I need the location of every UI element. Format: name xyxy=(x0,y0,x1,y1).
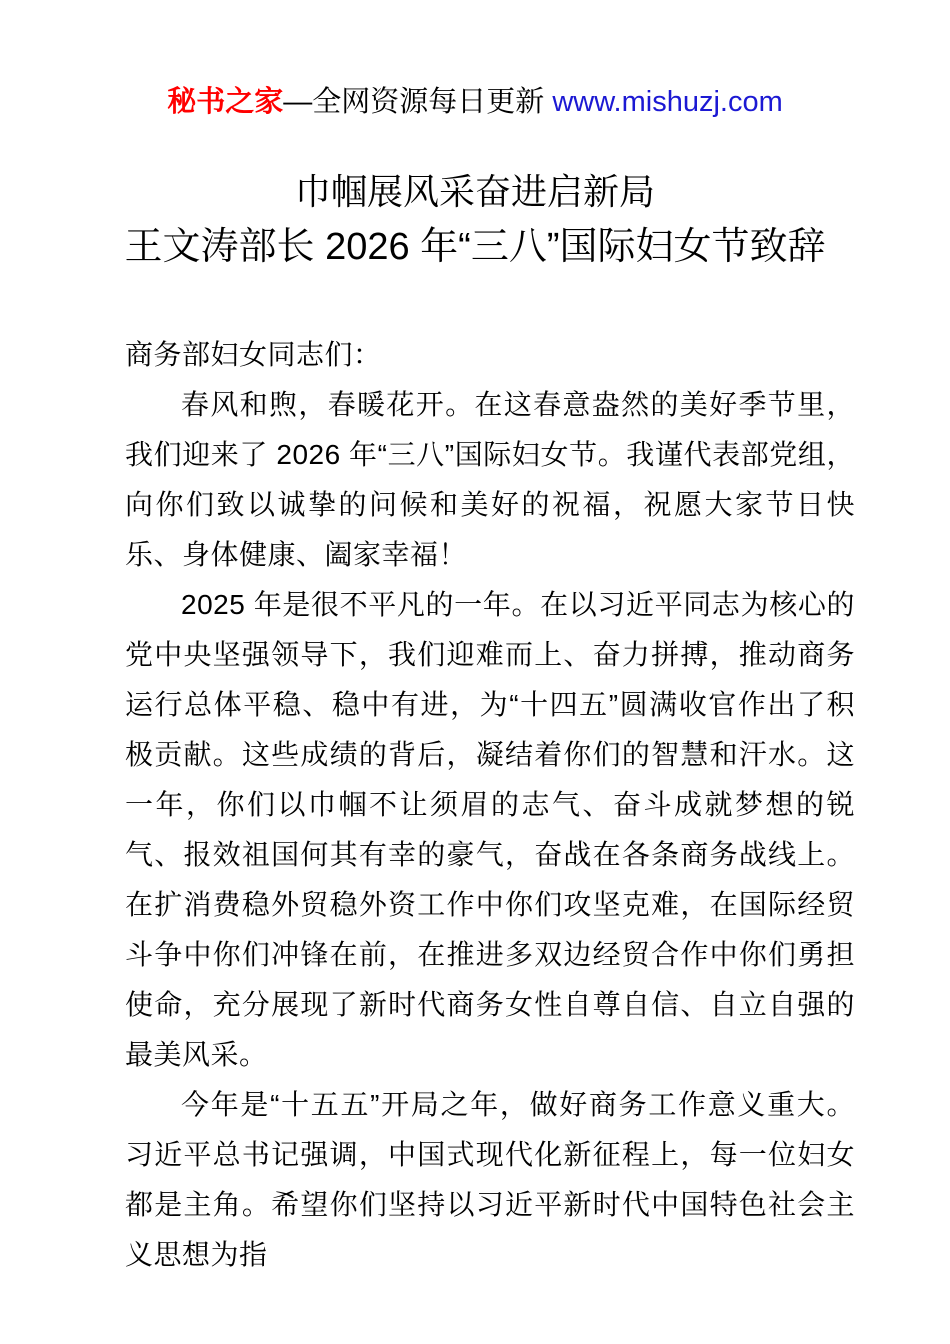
document-body xyxy=(125,330,855,1280)
paragraphs xyxy=(125,380,855,1280)
document-title xyxy=(0,166,950,276)
site-brand: 秘书之家 xyxy=(167,86,284,118)
body-paragraph: 今年是“十五五”开局之年，做好商务工作意义重大。习近平总书记强调，中国式现代化新征程上，每一位妇女都是主角。希望你们坚持以习近平新时代中国特色社会主义思想为指 xyxy=(125,1089,855,1270)
site-header xyxy=(0,0,950,120)
body-paragraph: 2025 年是很不平凡的一年。在以习近平同志为核心的党中央坚强领导下，我们迎难而上、奋力拼搏，推动商务运行总体平稳、稳中有进，为“十四五”圆满收官作出了积极贡献。这些成绩的背后，凝结着你们的智慧和汗水。这一年，你们以巾帼不让须眉的志气、奋斗成就梦想的锐气、报效祖国何其有幸的豪气，奋战在各条商务战线上。在扩消费稳外贸稳外资工作中你们攻坚克难，在国际经贸斗争中你们冲锋在前，在推进多双边经贸合作中你们勇担使命，充分展现了新时代商务女性自尊自信、自立自强的最美风采。 xyxy=(125,589,855,1070)
title-line-1: 巾帼展风采奋进启新局 xyxy=(294,171,655,212)
title-line-2: 王文涛部长 2026 年“三八”国际妇女节致辞 xyxy=(124,226,826,268)
site-header-tagline: —全网资源每日更新 xyxy=(283,86,553,118)
salutation: 商务部妇女同志们： xyxy=(125,339,382,370)
body-paragraph: 春风和煦，春暖花开。在这春意盎然的美好季节里，我们迎来了 2026 年“三八”国际妇女节。我谨代表部党组，向你们致以诚挚的问候和美好的祝福，祝愿大家节日快乐、身体健康、阖家幸福！ xyxy=(125,389,855,570)
site-url-link[interactable]: www.mishuzj.com xyxy=(552,86,783,118)
